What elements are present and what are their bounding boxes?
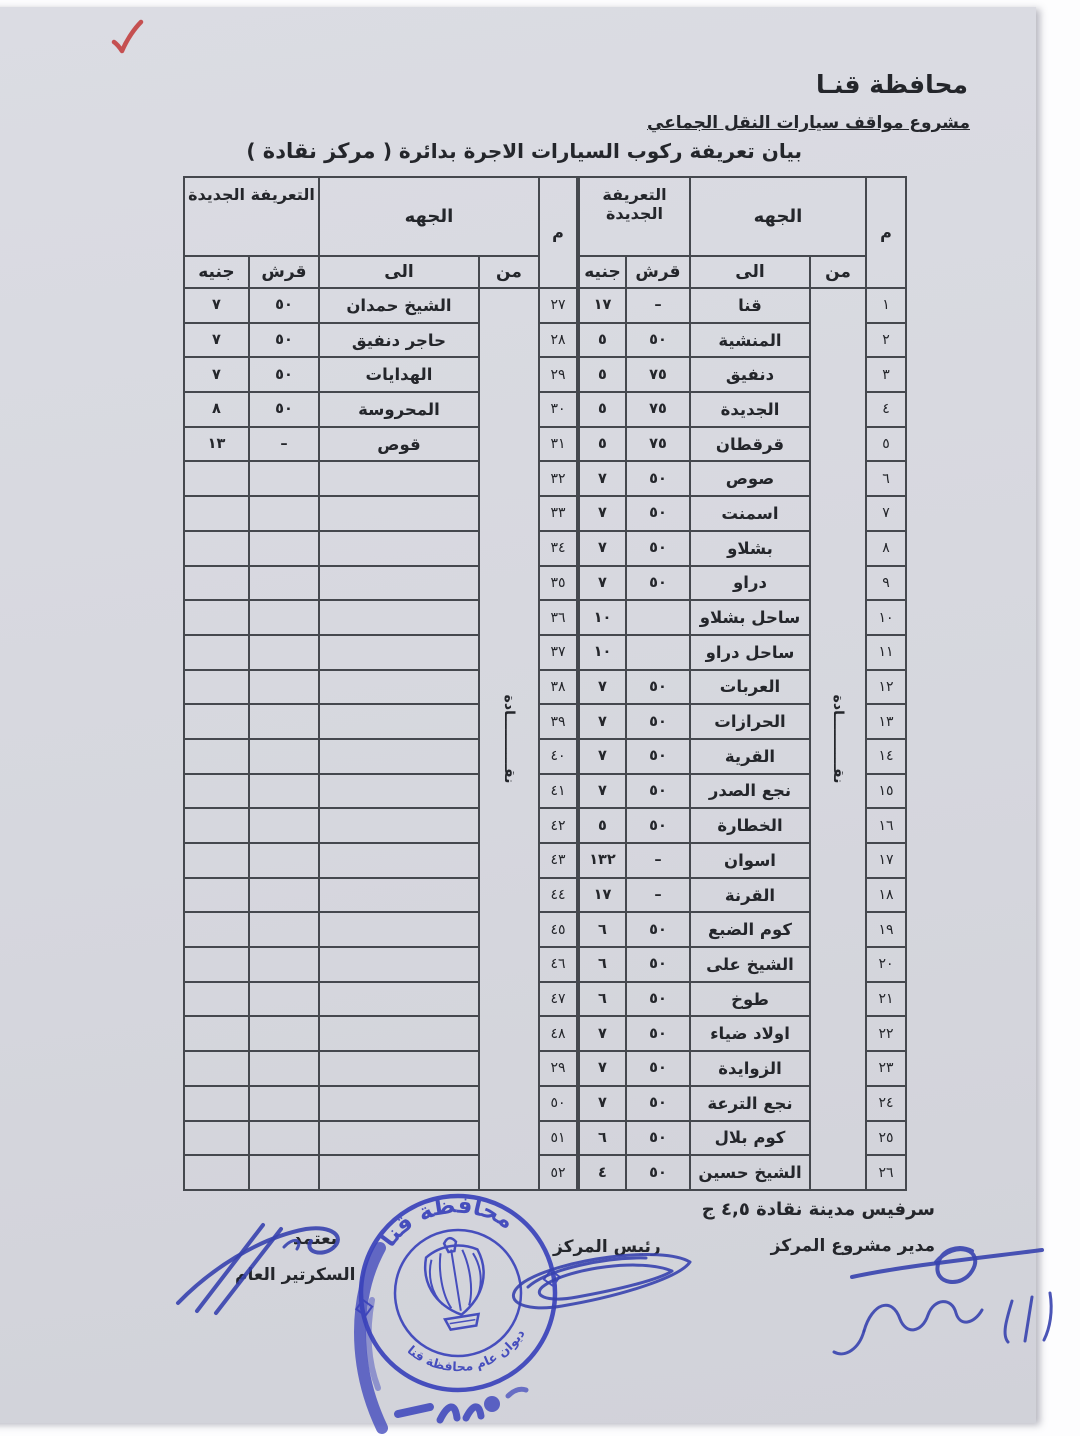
cell-num: ٤٥ (539, 912, 577, 947)
cell-geneih (184, 1016, 249, 1051)
cell-num: ٣٠ (539, 392, 577, 427)
cell-num: ١٣ (866, 704, 906, 739)
cell-geneih: ٧ (579, 496, 626, 531)
cell-num: ١٩ (866, 912, 906, 947)
cell-geneih: ٧ (579, 774, 626, 809)
cell-geneih: ٥ (579, 392, 626, 427)
manager-signature-label: مدير مشروع المركز (770, 1236, 935, 1256)
cell-to: المنشية (690, 323, 810, 358)
cell-num: ٤٦ (539, 947, 577, 982)
cell-to (319, 912, 479, 947)
cell-qirsh (249, 982, 319, 1017)
cell-qirsh (626, 600, 690, 635)
cell-to (319, 982, 479, 1017)
cell-qirsh (249, 461, 319, 496)
col-header-geneih: جنيه (184, 256, 249, 288)
cell-qirsh: ٥٠ (626, 1121, 690, 1156)
cell-to (319, 739, 479, 774)
stamp-bottom-marks (398, 1389, 526, 1420)
cell-geneih: ٦ (579, 947, 626, 982)
secretary-signature-label: السكرتير العام (235, 1265, 356, 1285)
from-city-vertical-text: نقـــــــــــادة (830, 694, 846, 784)
from-city-vertical-text: نقـــــــــــادة (500, 694, 517, 784)
col-header-from: من (810, 256, 866, 288)
cell-to (319, 461, 479, 496)
cell-geneih (184, 600, 249, 635)
fare-table-left (183, 176, 578, 1191)
cell-geneih: ٧ (184, 288, 249, 323)
cell-num: ١٥ (866, 774, 906, 809)
cell-to: قوص (319, 427, 479, 462)
cell-geneih (184, 843, 249, 878)
stamp-top-text: محافظة قنا (375, 1192, 519, 1253)
red-checkmark-icon (104, 16, 152, 64)
fare-row (184, 288, 577, 323)
cell-num: ١٤ (866, 739, 906, 774)
cell-to (319, 1051, 479, 1086)
cell-qirsh: ٥٠ (626, 1086, 690, 1121)
fare-table-right (578, 176, 907, 1191)
signature-secretary (178, 1225, 338, 1313)
cell-qirsh: ٥٠ (626, 808, 690, 843)
cell-geneih (184, 670, 249, 705)
cell-to (319, 670, 479, 705)
cell-geneih (184, 1051, 249, 1086)
cell-num: ٣٦ (539, 600, 577, 635)
cell-geneih (184, 461, 249, 496)
cell-to (319, 1086, 479, 1121)
cell-num: ٤١ (539, 774, 577, 809)
cell-qirsh (249, 704, 319, 739)
cell-to: القرية (690, 739, 810, 774)
cell-qirsh (249, 1051, 319, 1086)
cell-to: الشيخ على (690, 947, 810, 982)
cell-num: ٢٩ (539, 1051, 577, 1086)
cell-qirsh: ٥٠ (626, 496, 690, 531)
cell-to: الجديدة (690, 392, 810, 427)
col-header-qirsh: قرش (626, 256, 690, 288)
cell-qirsh (249, 496, 319, 531)
cell-qirsh: – (249, 427, 319, 462)
cell-num: ٤٠ (539, 739, 577, 774)
cell-to: كوم الضبع (690, 912, 810, 947)
cell-qirsh: ٥٠ (626, 1155, 690, 1190)
cell-to: نجع الترعة (690, 1086, 810, 1121)
cell-qirsh: – (626, 288, 690, 323)
col-header-qirsh: قرش (249, 256, 319, 288)
cell-qirsh (249, 947, 319, 982)
cell-qirsh: ٥٠ (249, 357, 319, 392)
cell-geneih: ٧ (579, 1051, 626, 1086)
cell-qirsh: – (626, 843, 690, 878)
cell-geneih: ٦ (579, 982, 626, 1017)
cell-to (319, 878, 479, 913)
title-prefix: بيان تعريفة ركوب السيارات الاجرة بدائرة ( (382, 139, 802, 163)
cell-qirsh (249, 531, 319, 566)
cell-to: الشيخ حسين (690, 1155, 810, 1190)
cell-from-merged (810, 288, 866, 1190)
cell-geneih: ٨ (184, 392, 249, 427)
cell-geneih: ٧ (579, 566, 626, 601)
cell-qirsh: ٥٠ (249, 392, 319, 427)
cell-to (319, 1016, 479, 1051)
cell-geneih: ٦ (579, 912, 626, 947)
cell-num: ٤٢ (539, 808, 577, 843)
cell-to (319, 774, 479, 809)
cell-geneih (184, 808, 249, 843)
col-header-to: الى (319, 256, 479, 288)
cell-num: ٥٠ (539, 1086, 577, 1121)
cell-num: ٢٩ (539, 357, 577, 392)
cell-num: ٥١ (539, 1121, 577, 1156)
cell-to (319, 843, 479, 878)
cell-qirsh: ٥٠ (626, 670, 690, 705)
cell-to: الهدايات (319, 357, 479, 392)
cell-geneih: ٦ (579, 1121, 626, 1156)
cell-num: ١٨ (866, 878, 906, 913)
cell-qirsh (249, 566, 319, 601)
cell-qirsh (249, 739, 319, 774)
cell-num: ٤٨ (539, 1016, 577, 1051)
cell-geneih: ٧ (579, 461, 626, 496)
cell-num: ٣٧ (539, 635, 577, 670)
cell-to: الخطارة (690, 808, 810, 843)
cell-geneih (184, 1086, 249, 1121)
cell-to: دنفيق (690, 357, 810, 392)
cell-geneih (184, 739, 249, 774)
cell-to (319, 808, 479, 843)
col-header-direction: الجهه (690, 177, 866, 256)
cell-qirsh (249, 670, 319, 705)
org-title: محافظة قنـا (816, 70, 968, 99)
cell-from-merged (479, 288, 539, 1190)
cell-num: ١٢ (866, 670, 906, 705)
cell-to: طوخ (690, 982, 810, 1017)
cell-geneih: ١٧ (579, 288, 626, 323)
col-header-num: م (866, 177, 906, 288)
cell-qirsh (249, 878, 319, 913)
cell-num: ٢١ (866, 982, 906, 1017)
stamp-bottom-text: ديوان عام محافظة قنا (404, 1326, 528, 1375)
cell-num: ١١ (866, 635, 906, 670)
cell-qirsh (249, 1121, 319, 1156)
cell-qirsh: ٥٠ (626, 1051, 690, 1086)
cell-to: قنا (690, 288, 810, 323)
cell-num: ٣٩ (539, 704, 577, 739)
cell-num: ٢ (866, 323, 906, 358)
fare-row (579, 288, 906, 323)
cell-qirsh: ٥٠ (626, 566, 690, 601)
cell-qirsh: ٧٥ (626, 357, 690, 392)
cell-geneih: ٧ (579, 739, 626, 774)
cell-qirsh (249, 912, 319, 947)
cell-num: ٢٦ (866, 1155, 906, 1190)
cell-qirsh: ٥٠ (626, 531, 690, 566)
cell-num: ٦ (866, 461, 906, 496)
cell-to (319, 947, 479, 982)
cell-to: المحروسة (319, 392, 479, 427)
cell-qirsh: ٧٥ (626, 392, 690, 427)
col-header-tariff: التعريفة الجديدة (579, 177, 690, 256)
cell-geneih (184, 982, 249, 1017)
cell-num: ١٦ (866, 808, 906, 843)
cell-to: اسوان (690, 843, 810, 878)
cell-to: ساحل دراو (690, 635, 810, 670)
cell-to: حاجر دنفيق (319, 323, 479, 358)
cell-num: ٣٢ (539, 461, 577, 496)
cell-geneih: ١٣ (184, 427, 249, 462)
col-header-geneih: جنيه (579, 256, 626, 288)
cell-geneih: ٤ (579, 1155, 626, 1190)
cell-geneih (184, 704, 249, 739)
cell-qirsh (249, 774, 319, 809)
cell-qirsh: ٥٠ (626, 461, 690, 496)
cell-qirsh (249, 635, 319, 670)
cell-to (319, 531, 479, 566)
fare-tables (185, 176, 907, 1190)
cell-qirsh (626, 635, 690, 670)
cell-qirsh: ٧٥ (626, 427, 690, 462)
cell-num: ٤٣ (539, 843, 577, 878)
cell-qirsh: ٥٠ (626, 982, 690, 1017)
cell-num: ٥٢ (539, 1155, 577, 1190)
cell-geneih (184, 947, 249, 982)
cell-geneih: ١٠ (579, 600, 626, 635)
cell-num: ٣ (866, 357, 906, 392)
cell-geneih: ١٧ (579, 878, 626, 913)
cell-qirsh: – (626, 878, 690, 913)
title-suffix: ) (246, 139, 256, 163)
document-title (246, 139, 802, 163)
cell-num: ٣٣ (539, 496, 577, 531)
cell-num: ٨ (866, 531, 906, 566)
cell-geneih (184, 635, 249, 670)
cell-geneih: ١٣٢ (579, 843, 626, 878)
cell-num: ٥ (866, 427, 906, 462)
cell-to: نجع الصدر (690, 774, 810, 809)
cell-geneih: ٥ (579, 357, 626, 392)
cell-geneih (184, 774, 249, 809)
signatures-and-stamp-layer (150, 1180, 1080, 1436)
approve-label: يعتمد (293, 1229, 338, 1249)
cell-to: العربات (690, 670, 810, 705)
cell-qirsh (249, 1086, 319, 1121)
title-district: مركز نقادة (255, 139, 383, 163)
cell-to (319, 600, 479, 635)
cell-qirsh: ٥٠ (626, 912, 690, 947)
cell-geneih: ٥ (579, 427, 626, 462)
cell-qirsh: ٥٠ (626, 739, 690, 774)
cell-num: ٣١ (539, 427, 577, 462)
cell-to: الحرازات (690, 704, 810, 739)
cell-num: ٢٤ (866, 1086, 906, 1121)
cell-geneih (184, 566, 249, 601)
cell-to: صوص (690, 461, 810, 496)
cell-to: الشيخ حمدان (319, 288, 479, 323)
cell-qirsh: ٥٠ (626, 947, 690, 982)
cell-geneih: ١٠ (579, 635, 626, 670)
cell-geneih: ٥ (579, 323, 626, 358)
col-header-direction: الجهه (319, 177, 539, 256)
cell-num: ٤ (866, 392, 906, 427)
cell-qirsh: ٥٠ (626, 323, 690, 358)
cell-num: ٢٨ (539, 323, 577, 358)
cell-num: ٢٢ (866, 1016, 906, 1051)
cell-to: دراو (690, 566, 810, 601)
cell-geneih: ٧ (579, 531, 626, 566)
signature-project-manager (834, 1248, 1051, 1354)
cell-to (319, 566, 479, 601)
cell-to: اولاد ضياء (690, 1016, 810, 1051)
cell-geneih: ٥ (579, 808, 626, 843)
cell-qirsh: ٥٠ (249, 323, 319, 358)
cell-num: ٩ (866, 566, 906, 601)
cell-num: ٢٧ (539, 288, 577, 323)
cell-geneih: ٧ (579, 1016, 626, 1051)
cell-geneih (184, 912, 249, 947)
head-signature-label: رئيس المركز (553, 1237, 661, 1257)
cell-num: ١٧ (866, 843, 906, 878)
cell-num: ١ (866, 288, 906, 323)
cell-geneih: ٧ (579, 704, 626, 739)
col-header-num: م (539, 177, 577, 288)
cell-num: ٢٠ (866, 947, 906, 982)
cell-to: ساحل بشلاو (690, 600, 810, 635)
cell-geneih (184, 496, 249, 531)
stamp-smudge (360, 1248, 382, 1428)
cell-qirsh (249, 808, 319, 843)
col-header-to: الى (690, 256, 810, 288)
cell-to: كوم بلال (690, 1121, 810, 1156)
cell-qirsh: ٥٠ (626, 774, 690, 809)
cell-to (319, 1121, 479, 1156)
cell-to: بشلاو (690, 531, 810, 566)
cell-num: ٢٥ (866, 1121, 906, 1156)
cell-qirsh: ٥٠ (249, 288, 319, 323)
cell-qirsh (249, 600, 319, 635)
cell-to: القرنة (690, 878, 810, 913)
cell-num: ١٠ (866, 600, 906, 635)
cell-num: ٤٧ (539, 982, 577, 1017)
cell-to (319, 704, 479, 739)
eagle-emblem (421, 1234, 492, 1332)
cell-geneih: ٧ (579, 670, 626, 705)
project-subtitle: مشروع مواقف سيارات النقل الجماعي (647, 113, 970, 133)
cell-num: ٤٤ (539, 878, 577, 913)
col-header-from: من (479, 256, 539, 288)
cell-geneih: ٧ (184, 323, 249, 358)
cell-to: قرقطان (690, 427, 810, 462)
cell-num: ٣٨ (539, 670, 577, 705)
cell-to: الزوايدة (690, 1051, 810, 1086)
cell-geneih: ٧ (184, 357, 249, 392)
cell-qirsh: ٥٠ (626, 704, 690, 739)
cell-to (319, 635, 479, 670)
cell-num: ٢٣ (866, 1051, 906, 1086)
cell-geneih (184, 1121, 249, 1156)
cell-geneih (184, 878, 249, 913)
cell-num: ٧ (866, 496, 906, 531)
cell-geneih: ٧ (579, 1086, 626, 1121)
service-fare-note: سرفيس مدينة نقادة ٤,٥ ج (701, 1199, 935, 1220)
cell-qirsh (249, 1016, 319, 1051)
cell-geneih (184, 531, 249, 566)
cell-qirsh (249, 843, 319, 878)
cell-num: ٣٤ (539, 531, 577, 566)
cell-to: اسمنت (690, 496, 810, 531)
cell-qirsh: ٥٠ (626, 1016, 690, 1051)
cell-num: ٣٥ (539, 566, 577, 601)
signature-head-of-center (513, 1254, 690, 1307)
cell-to (319, 496, 479, 531)
col-header-tariff: التعريفة الجديدة (184, 177, 319, 256)
